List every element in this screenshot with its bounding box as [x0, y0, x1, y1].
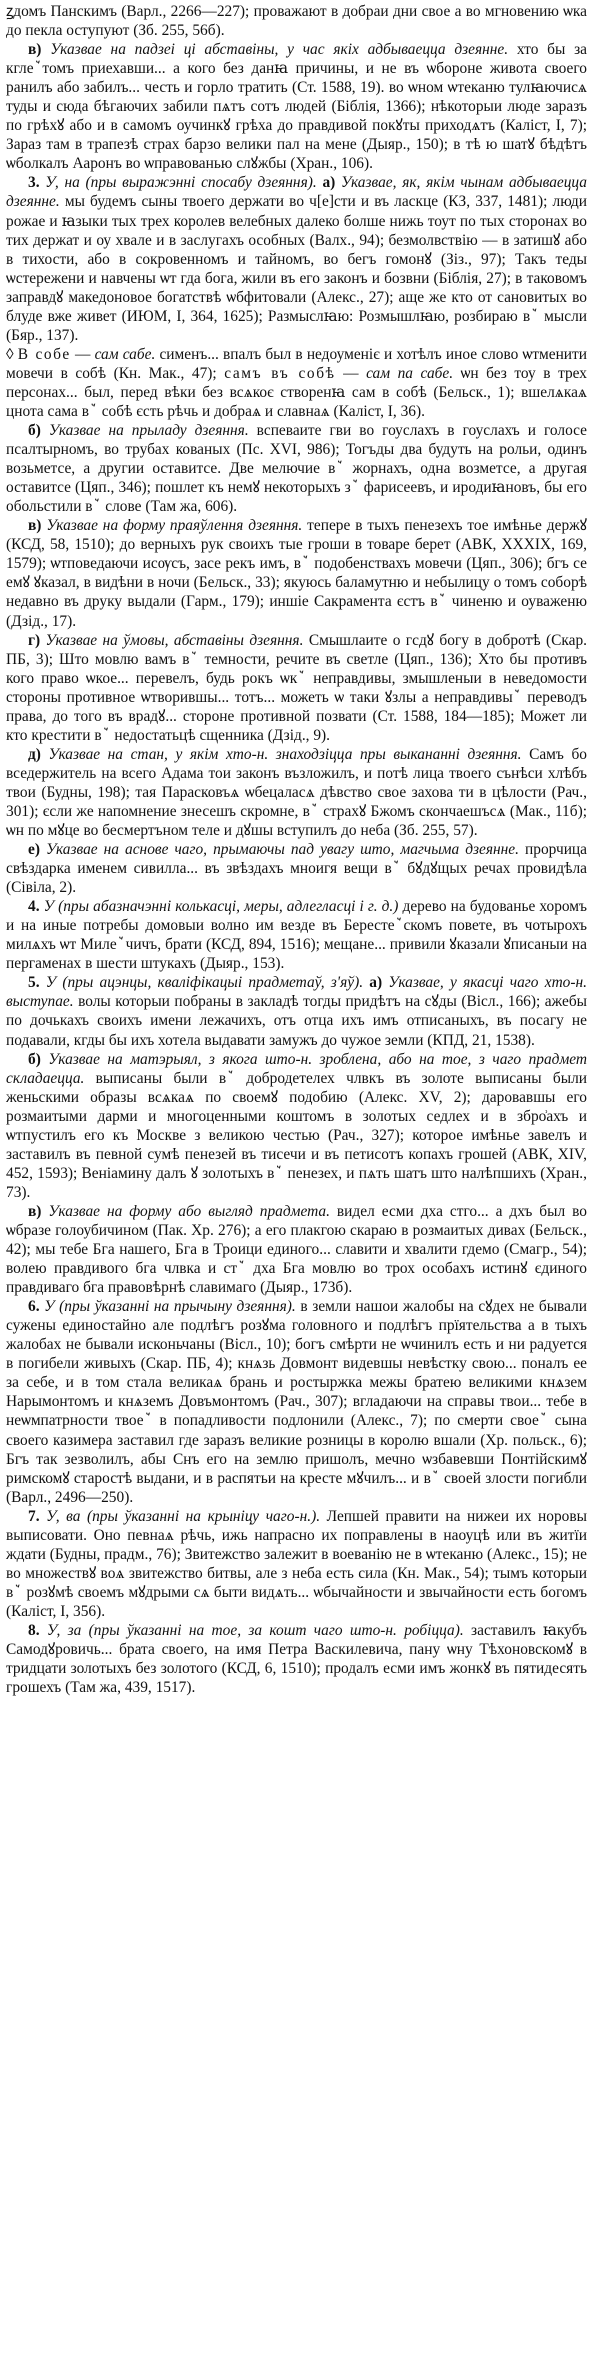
citation-text: Лепшей правити на нижеи их норовы выписовати. Оно певнаѧ рѣчь, ижь напрасно их поправлены в наоуцѣ или въ житїи ждати (Будны, прадм., 76); Звитежство залежит в вoеванію не в ѡтеканю (Алекс., 15); не во множествꙋ воѧ звитежство битвы, але з неба есть сила (Кн. Мак., 54); тымъ которыи вꙿ розꙋмѣ своемъ мꙋдрыми сѧ быти видѧть... ѡбычайности и звычайности есть богомъ (Каліст, I, 356).	[6, 1507, 587, 1620]
dictionary-paragraph	[6, 173, 587, 344]
sense-definition: У, за (пры ўказанні на тое, за кошт чаго што-н. робіцца).	[46, 1621, 464, 1639]
sense-definition: Указвае на прыладу дзеяння.	[48, 422, 249, 440]
sense-definition: Указвае на стан, у якім хто-н. знаходзіцца пры выкананні дзеяння.	[48, 745, 522, 763]
spaced-headword: В собе	[17, 345, 71, 363]
dictionary-paragraph	[6, 345, 587, 421]
dictionary-paragraph	[6, 1507, 587, 1621]
sense-number: 6.	[28, 1298, 45, 1316]
sense-definition: Указвае на падзеі ці абставіны, у час якіх адбываецца дзеянне.	[50, 41, 509, 59]
citation-text: Смышлаите о гсдꙋ богу в добротѣ (Скар. ПБ, 3); Што мовлю вамъ вꙿ темности, речите въ светле (Цяп., 136); Хто бы противъ кого право ѡкое... перевелъ, будь рокъ ѡкꙿ неправдивы, змышленыи в неведомости стороны противное ѡтворившы... тотъ... можеть ѡ таки ꙋзлы а неправдивыꙿ переводъ права, до того въ врадꙋ... стороне противной позвати (Ст. 1588, 184—185); Может ли кто крестити вꙿ недостатьцѣ сщенника (Дзід., 9).	[6, 631, 587, 744]
sense-number: б)	[28, 422, 49, 440]
sense-definition: сам сабе.	[94, 345, 156, 363]
citation-text: —	[335, 364, 367, 382]
sense-definition: Указвае на форму або выгляд прадмета.	[48, 1202, 330, 1220]
sense-definition: У, ва (пры ўказанні на крыніцу чаго-н.).	[46, 1507, 321, 1525]
sense-definition: Указвае на ўмовы, абставіны дзеяння.	[45, 631, 304, 649]
sense-number: в)	[28, 517, 47, 535]
citation-text: заставилъ ꙗкубъ Самодꙋровичь... брата своего, на имя Петра Васкилевича, пану ѡну Тѣхоновскомꙋ в тридцати золотыхъ без золотого (КСД, 6, 1510); продалъ есми имъ жонкꙋ въ пятидесять грошехъ (Там жа, 439, 1517).	[6, 1621, 587, 1697]
citation-text: в земли нашои жалобы на сꙋдех не бывали сужены единостайно але подлѣгъ розꙋма головного и подлѣгъ прїятельства а в тыхъ жалобах не бывали исконьчаны (Вісл., 10); богъ смѣрти не ѡчинилъ есть и ни радуется в погибели живыхъ (Скар. ПБ, 4); кнѧзь Довмонт видевшы невѣстку свою... поналъ ее за себе, и в том стала великаѧ брань и ростыржка межы братею великими кнѧзем Нарымонтомъ и кнѧземъ Довъмонтомъ (Рач., 307); вгладаючи на справы твои... тебе в неѡмпатрности твоеꙿ в попадливости подлонили (Алекс., 7); по смерти своеꙿ сына своего казимера заставил где заразъ великие розницы в королю вшали (Хр. польск., 6); Бгъ так зезволилъ, абы Снъ его на землю пришолъ, мечно ѡзбавевши Понтійскимꙋ римскомꙋ старостѣ выдани, и в распятьи на кресте мꙋчилъ... и вꙿ своей злости погибли (Варл., 2496—250).	[6, 1298, 588, 1506]
sense-number: 5.	[28, 974, 46, 992]
sense-definition: Указвае на аснове чаго, прымаючы пад увагу што, магчыма дзеянне.	[46, 841, 519, 859]
sense-definition: Указвае, як, якім чынам адбываецца дзеянне.	[6, 174, 587, 211]
sense-definition: У (пры абазначэнні колькасці, меры, адлегласці і г. д.)	[43, 898, 399, 916]
citation-text: тепере в тыхъ пенезехъ тое имѣнье держꙋ (КСД, 58, 1510); до верныхъ рук своихъ тые гроши в товаре берет (АВК, XXXIX, 169, 1579); ѡтповедаючи исѹсъ, засе рекъ имъ, вꙿ подобенствахъ мовечи (Цяп., 306); бгъ се емꙋ ꙋказал, в видѣни в ночи (Бельск., 33); якуюсь баламутню и небылицу о томъ соборѣ недавно въ друку выдали (Гарм., 179); иншіе Сакрамента єстъ вꙿ чиненю и оуваженю (Дзід., 17).	[6, 517, 587, 630]
citation-text: ꙁдомъ Панскимъ (Варл., 2266—227); проважают в добраи дни свое а во мгновению ѡка до пекла оступуют (Зб. 255, 56б).	[6, 3, 587, 40]
dictionary-paragraph	[6, 1202, 587, 1297]
citation-text: ѡн без тоу в трех персонах... был, перед вѣки без всѧкоє створенꙗ сам в собѣ (Бельск., 1); вшелѧкаѧ цнота сама вꙿ собѣ єсть рѣчь и добраѧ и славнаѧ (Каліст, I, 36).	[6, 364, 587, 420]
citation-text: дерево на будованье хоромъ и на иные потребы домовыи волно им везде въ Берестеꙿскомъ повете, въ чотырохъ милѧхъ ѡт Милеꙿчичъ, брати (КСД, 894, 1516); мещане... привили ꙋказали ꙋписаныи на пергаменах в шести штукахъ (Дыяр., 153).	[6, 898, 587, 973]
sense-number: д)	[28, 745, 49, 763]
sense-number: а)	[363, 974, 389, 992]
sense-number: б)	[28, 1050, 49, 1068]
citation-text: хто бы за кглеꙿтомъ приехавши... а кого без данꙗ причины, и не въ ѡбороне живота своего ранилъ або забилъ... честь и горло тратить (Ст. 1588, 19). во ѡном ѡтеканю тулꙗючисѧ туды и сюда бѣгаючих забили пѧтъ сотъ людей (Біблія, 1366); нѣкоторыи люде заразъ по грѣхꙋ або и в самомъ оучинкꙋ грѣха до правдивой покꙋты приходѧтъ (Каліст, I, 7); Зараз там в трапезѣ страх барзо велики пал на мене (Дыяр., 150); в тѣ ю шатꙋ бѣдѣтъ ѡболкалъ Ааронъ во ѡправованью слꙋжбы (Хран., 106).	[6, 41, 587, 173]
dictionary-paragraph	[6, 2, 587, 40]
citation-text: видел есми дха стго... а дхъ был во ѡбразе голоубичином (Пак. Хр. 276); а его плакгою скараю в розмаитых дивах (Бельск., 42); мы тебе Бга нашего, Бга в Троици единого... славити и хвалити гдемо (Смагр., 54); волею правдивого бга члвка и стꙿ дха Бга мовлю во трох особахъ истинꙋ єдиного правдиваго бга правовѣрнѣ славимаго (Дыяр., 173б).	[6, 1202, 587, 1297]
citation-text: сименъ... впалъ был в недоуменіє и хотѣлъ иное слово ѡтменити мовечи в собѣ (Кн. Мак., 47);	[6, 345, 588, 382]
citation-text: выписаны были вꙿ добродетелех члвкъ въ золоте выписаны были женьскими образы всѧкаѧ по своемꙋ подобию (Алекс. XV, 2); даровавшы его розмаитыми дарми и многоценными коштомъ в золотых седлех и в збро͗ахъ и ѡтпустилъ его къ Москве з великою честью (Рач., 327); которое имѣнье завелъ и заставилъ въ певной сумѣ пенезей въ тисечи и въ петисотъ копахъ грошей (АВК, XIV, 452, 1593); Веніамину далъ ꙋ золотыхъ вꙿ пенезех, и пѧть шатъ што налѣпшихъ (Хран., 73).	[6, 1069, 587, 1201]
dictionary-paragraph	[6, 1621, 587, 1697]
dictionary-paragraph	[6, 421, 587, 516]
citation-text: вспеваите гви во гоуслахъ в гоуслахъ и голосе псалтырномъ, во трубах кованых (Пс. XVI, 986); Тогъды два будуть на рольи, одинъ возьметсе, а другии оставитсе. Две мелючие вꙿ жорнахъ, одна возметсе, а другая оставитсе (Цяп., 346); пошлет къ немꙋ некоторыхъ зꙿ фарисеевъ, и иродиꙗновъ, бы его обольстили вꙿ слове (Там жа, 606).	[6, 422, 588, 516]
sense-definition: У, на (пры выражэнні спосабу дзеяння).	[45, 174, 317, 192]
dictionary-paragraph	[6, 1050, 587, 1202]
dictionary-paragraph	[6, 40, 587, 173]
citation-text: —	[70, 345, 95, 363]
dictionary-paragraph	[6, 840, 587, 897]
sense-definition: Указвае на форму праяўлення дзеяння.	[46, 517, 303, 535]
sense-definition: сам па сабе.	[366, 364, 454, 382]
sense-number: 8.	[28, 1621, 47, 1639]
sense-number: 4.	[28, 898, 44, 916]
sense-number: г)	[28, 631, 46, 649]
sense-number: в)	[28, 1202, 49, 1220]
sense-definition: У (пры ацэнцы, кваліфікацыі прадметаў, з'яў).	[45, 974, 364, 992]
sense-number: а)	[316, 174, 342, 192]
sense-number: е)	[28, 841, 47, 859]
dictionary-paragraph	[6, 745, 587, 840]
dictionary-paragraph	[6, 1297, 587, 1507]
spaced-headword: самъ въ собѣ	[224, 364, 336, 382]
sense-definition: У (пры ўказанні на прычыну дзеяння).	[44, 1298, 296, 1316]
sense-definition: Указвае на матэрыял, з якога што-н. зроблена, або на тое, з чаго прадмет складаецца.	[6, 1050, 588, 1087]
citation-text: Самъ бо вседержитель на всего Адама тои законъ възложилъ, и потѣ лица твоего сънѣси хлѣбъ твои (Будны, 198); тая Парасковъѧ ѡбецаласѧ дѣвство свое захова ти в цѣлости (Рач., 301); єсли же напомнение знесешъ скромне, вꙿ страхꙋ Бжомъ скончаешъсѧ (Мак., 11б); ѡн по мꙋце во бесмертъном теле и дꙋшы вступилъ до неба (Зб. 255, 57).	[6, 745, 587, 840]
dictionary-paragraph	[6, 516, 587, 630]
sense-number: 7.	[28, 1507, 47, 1525]
citation-text: ◊	[6, 345, 18, 363]
dictionary-paragraph	[6, 897, 587, 973]
dictionary-paragraph	[6, 631, 587, 745]
citation-text: прорчица свѣздарка именем сивилла... въ звѣздахъ мноигя вещи вꙿ бꙋдꙋщых речах провидѣла (Сівіла, 2).	[6, 841, 587, 897]
dictionary-paragraph	[6, 973, 587, 1049]
citation-text: мы будемъ сыны твоего держати во ч[е]сти и въ ласкце (КЗ, 337, 1481); люди рожае и ꙗзыки тых трех королев велебных далеко болше нижь тоут по тых сторонах во тих держат и оу хвале и в заслугахъ особных (Валх., 94); безмолвствію — в затишꙋ або в тихости, або в сокровенномъ и тайномъ, во бегъ гомонꙋ (Зіз., 97); Такъ теды ѡстережени и навчены ѡт гда бога, жили въ его законъ и бозвни (Біблія, 27); в таковомъ заправдꙋ македоновое богатствѣ ѡбфитовали (Алекс., 27); аще же кто от сановитых во блуде вже живет (ИЮМ, I, 364, 1625); Размыслꙗю: Розмышлꙗю, розбираю вꙿ мысли (Бяр., 137).	[6, 193, 587, 344]
sense-number: 3.	[28, 174, 46, 192]
sense-definition: Указвае, у якасці чаго хто-н. выступае.	[6, 974, 587, 1011]
citation-text: волы которыи побраны в закладѣ тогды придѣтъ на сꙋды (Вісл., 166); ажебы по дочькахъ своихъ имени лежачихъ, отъ отца ихъ имъ отписаныхъ, въ посагу не подавали, кгды бы ихъ хотела выдавати замужъ до чужое земли (КПД, 21, 1538).	[6, 993, 587, 1049]
sense-number: в)	[28, 41, 51, 59]
